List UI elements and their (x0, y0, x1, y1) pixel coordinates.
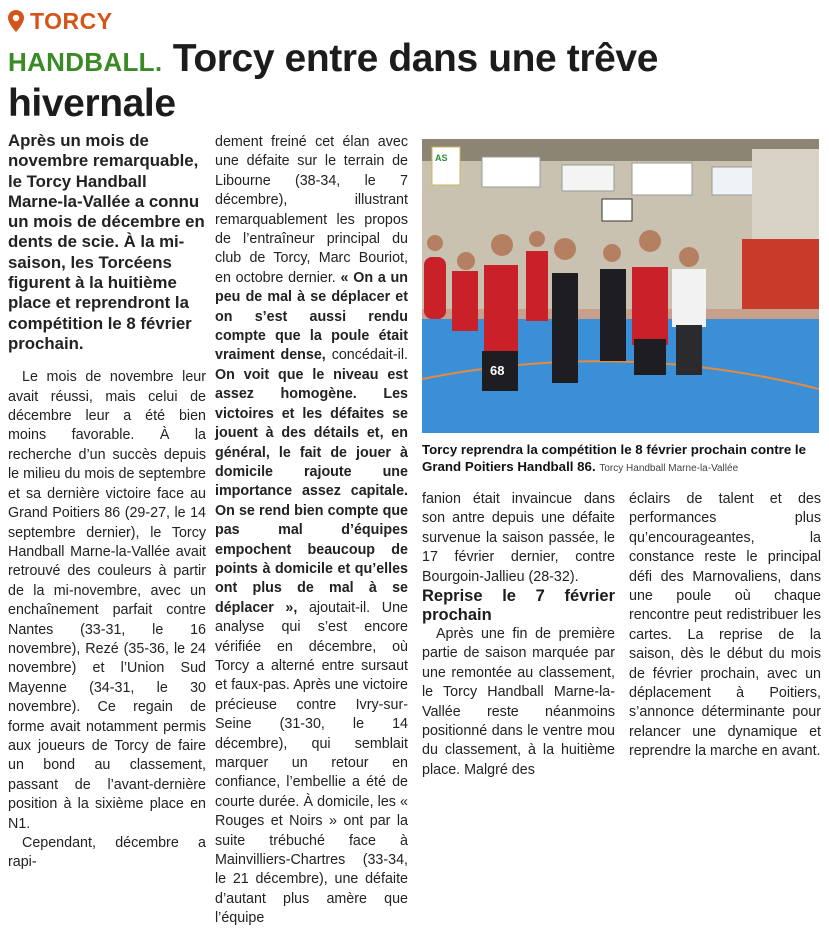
location-kicker (8, 6, 113, 36)
photo-credit: Torcy Handball Marne-la-Vallée (599, 463, 739, 474)
column-3 (422, 490, 615, 780)
subheading: Reprise le 7 février prochain (422, 587, 615, 625)
banner-text: AS (435, 153, 448, 163)
column-4 (629, 490, 821, 762)
rubric-label: HANDBALL. (8, 47, 163, 77)
article-lead: Après un mois de novembre remarquable, le Torcy Handball Marne-la-Vallée a connu un mois de décembre en dents de scie. À la mi-saison, les Torcéens figurent à la huitième place et reprendront la compétition le 8 février prochain. (8, 131, 205, 353)
paragraph: Le mois de novembre leur avait réussi, mais celui de décembre leur a été bien moins favorable. À la recherche d’un succès depuis le milieu du mois de septembre et sa dernière victoire face au Grand Poitiers 86 (29-27, le 14 septembre dernier), le Torcy Handball Marne-la-Vallée avait retrouvé des couleurs à partir de la mi-novembre, avec un enchaînement parfait contre Nantes (33-31, le 16 novembre), Rezé (35-36, le 24 novembre) et l’Union Sud Mayenne (34-31, le 30 novembre). Ce regain de forme avait notamment permis aux joueurs de Torcy de faire un bond au classement, passant de l’avant-dernière position à la sixième place en N1. (8, 369, 206, 832)
article-headline (8, 38, 823, 124)
photo-caption (422, 441, 822, 477)
incise-text: concédait-il. (331, 347, 408, 364)
location-label: TORCY (30, 7, 113, 34)
paragraph: éclairs de talent et des performances plus qu’encourageantes, la constance reste le principal défi des Marnovaliens, dans une poule où chaque rencontre peut redistribuer les cartes. La reprise de la saison, dès le début du mois de février prochain, avec un déplacement à Poitiers, s’annonce déterminante pour relancer une dynamique et reprendre la marche en avant. (629, 491, 821, 760)
handball-team-photo (422, 139, 819, 433)
paragraph-text: dement freiné cet élan avec une défaite sur le terrain de Libourne (38-34, le 7 décembre), illustrant remarquablement les propos de l’entraîneur principal du club de Torcy, Marc Bouriot, en octobre dernier. (215, 134, 408, 286)
quote-text: On voit que le niveau est assez homogène. Les victoires et les défaites se jouent à des détails et, en général, le fait de jouer à domicile rajoute une importance assez capitale. On se rend bien compte que pas mal d’équipes empochent beaucoup de points à domicile et qu’elles ont plus de mal à se déplacer », (215, 366, 408, 616)
headline-text: Torcy entre dans une trêve hivernale (8, 37, 659, 125)
paragraph (215, 133, 408, 929)
article-photo (422, 139, 819, 433)
caption-text: Torcy reprendra la compétition le 8 février prochain contre le Grand Poitiers Handball 86. (422, 442, 806, 474)
location-pin-icon (8, 10, 24, 32)
column-2 (215, 133, 408, 929)
paragraph: Cependant, décembre a rapi- (8, 835, 206, 871)
jersey-number: 68 (490, 363, 505, 378)
quote-text: « On a un peu de mal à se déplacer et on s’est aussi rendu compte que la poule était vraiment dense, (215, 269, 408, 364)
paragraph: Après une fin de première partie de saison marquée par une remontée au classement, le Torcy Handball Marne-la-Vallée reste néanmoins positionné dans le ventre mou du classement, à la huitième place. Malgré des (422, 626, 615, 778)
paragraph: fanion était invaincue dans son antre depuis une défaite survenue la saison passée, le 17 février dernier, contre Bourgoin-Jallieu (28-32). (422, 491, 615, 585)
paragraph-text: ajoutait-il. Une analyse qui s’est encore vérifiée en décembre, où Torcy a alterné entre sursaut et faux-pas. Après une victoire précieuse contre Ivry-sur-Seine (31-30, le 14 décembre), qui semblait marquer un retour en confiance, l’embellie a été de courte durée. À domicile, les « Rouges et Noirs » ont par la suite trébuché face à Mainvilliers-Chartres (33-34, le 21 décembre), une défaite d’autant plus amère que l’équipe (215, 599, 408, 927)
